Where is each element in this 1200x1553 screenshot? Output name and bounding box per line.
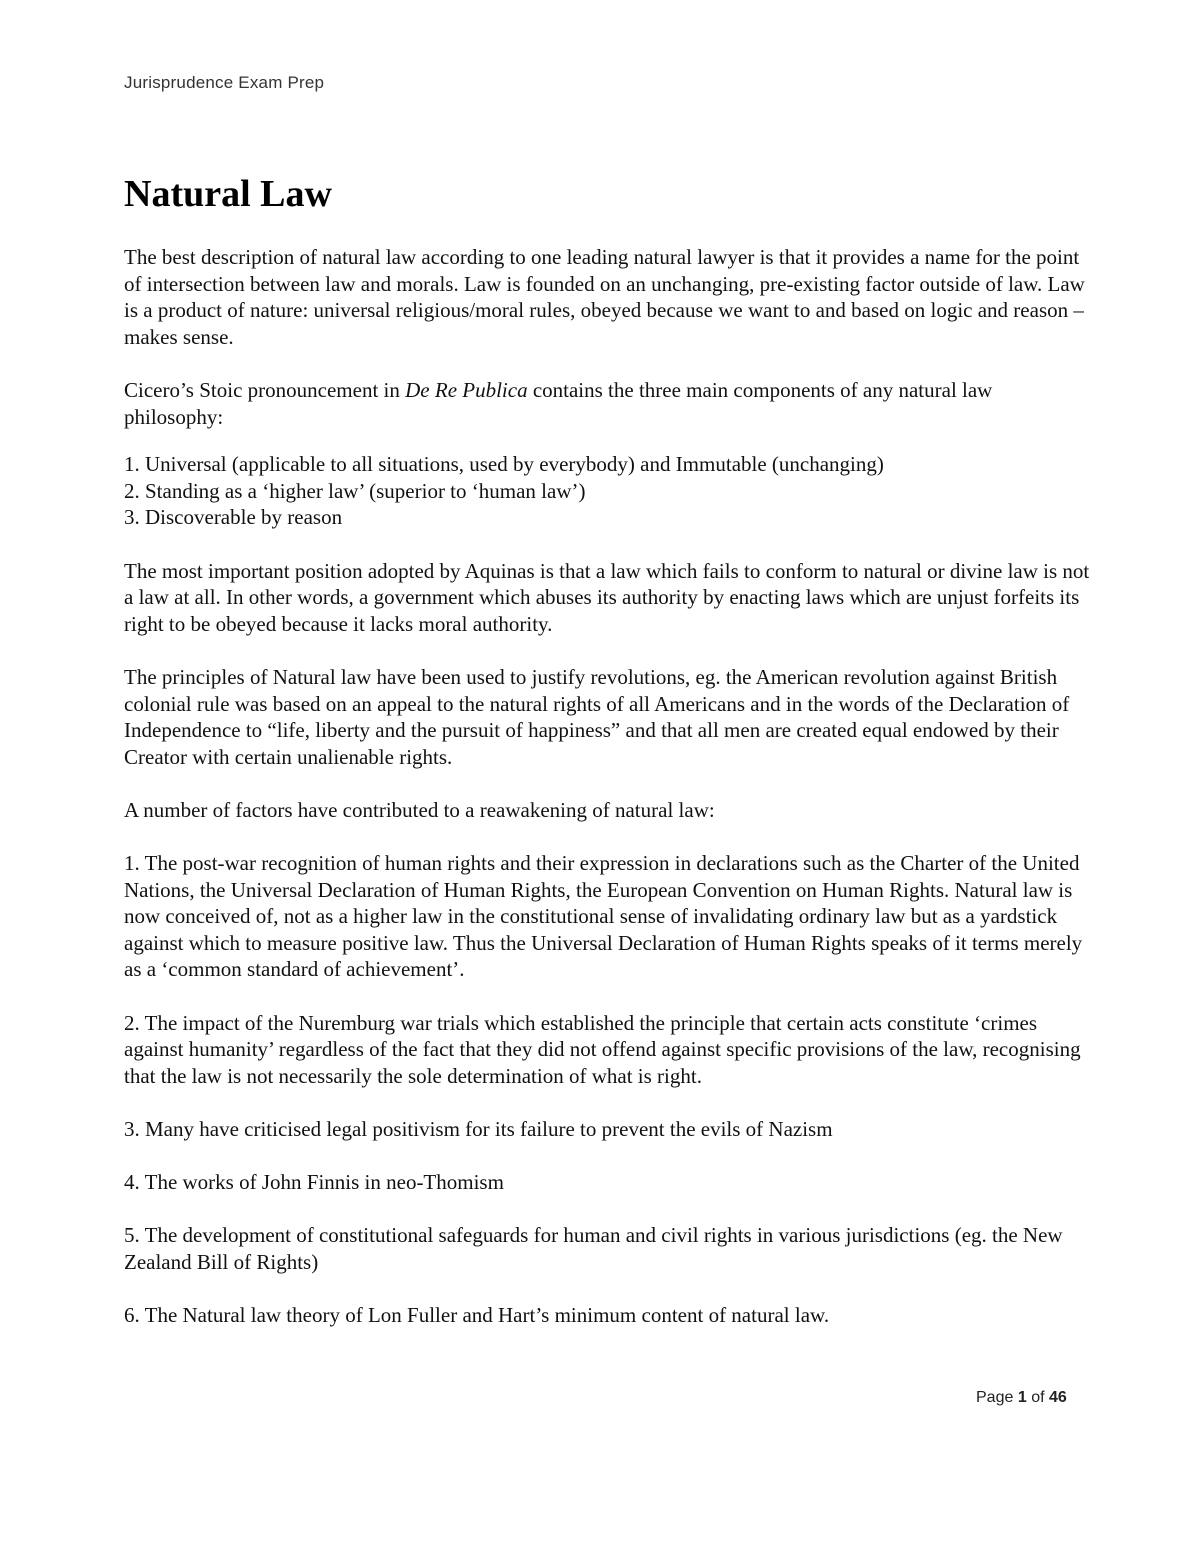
cicero-work-title: De Re Publica [405, 377, 528, 402]
total-pages: 46 [1048, 1389, 1067, 1406]
component-item: 2. Standing as a ‘higher law’ (superior to ‘human law’) [124, 478, 586, 503]
factor-item: 3. Many have criticised legal positivism for its failure to prevent the evils of Nazism [124, 1117, 833, 1141]
factor-item: 4. The works of John Finnis in neo-Thomism [124, 1170, 504, 1195]
factors-intro: A number of factors have contributed to a reawakening of natural law: [124, 797, 715, 822]
factor-item: 6. The Natural law theory of Lon Fuller and Hart’s minimum content of natural law. [124, 1303, 830, 1328]
factor-item: 2. The impact of the Nuremburg war trials which established the principle that certain acts constitute ‘crimes against humanity’ regardless of the fact that they did not offend against specific provisions of the law, recognising that the law is not necessarily the sole determination of what is right. [124, 1010, 1081, 1088]
cicero-paragraph [124, 377, 1094, 430]
page-title: Natural Law [124, 173, 332, 215]
page-number: 1 [1017, 1389, 1027, 1406]
component-item: 3. Discoverable by reason [124, 505, 343, 530]
page-label: Page [976, 1389, 1014, 1406]
intro-paragraph: The best description of natural law according to one leading natural lawyer is that it provides a name for the point of intersection between law and morals. Law is founded on an unchanging, pre-existing factor outside of law. Law is a product of nature: universal religious/moral rules, obeyed because we want to and based on logic and reason – makes sense. [124, 245, 1085, 349]
page-number-footer [976, 1389, 1067, 1407]
factor-item: 1. The post-war recognition of human rights and their expression in declarations such as the Charter of the United Nations, the Universal Declaration of Human Rights, the European Convention on Human Rights. Natural law is now conceived of, not as a higher law in the constitutional sense of invalidating ordinary law but as a yardstick against which to measure positive law. Thus the Universal Declaration of Human Rights speaks of it terms merely as a ‘common standard of achievement’. [124, 851, 1083, 982]
component-item: 1. Universal (applicable to all situations, used by everybody) and Immutable (unchanging) [124, 452, 884, 477]
aquinas-paragraph: The most important position adopted by Aquinas is that a law which fails to conform to natural or divine law is not a law at all. In other words, a government which abuses its authority by enacting laws which are unjust forfeits its right to be obeyed because it lacks moral authority. [124, 558, 1090, 636]
of-label: of [1031, 1389, 1045, 1406]
factor-item: 5. The development of constitutional safeguards for human and civil rights in various jurisdictions (eg. the New Zealand Bill of Rights) [124, 1223, 1063, 1274]
cicero-text-after: contains the three main components of any natural law philosophy: [124, 377, 993, 429]
document-body [124, 244, 1094, 1329]
revolutions-paragraph: The principles of Natural law have been used to justify revolutions, eg. the American revolution against British colonial rule was based on an appeal to the natural rights of all Americans and in the words of the Declaration of Independence to “life, liberty and the pursuit of happiness” and that all men are created equal endowed by their Creator with certain unalienable rights. [124, 664, 1070, 769]
cicero-text-before: Cicero’s Stoic pronouncement in [124, 377, 406, 402]
running-header: Jurisprudence Exam Prep [124, 73, 325, 92]
